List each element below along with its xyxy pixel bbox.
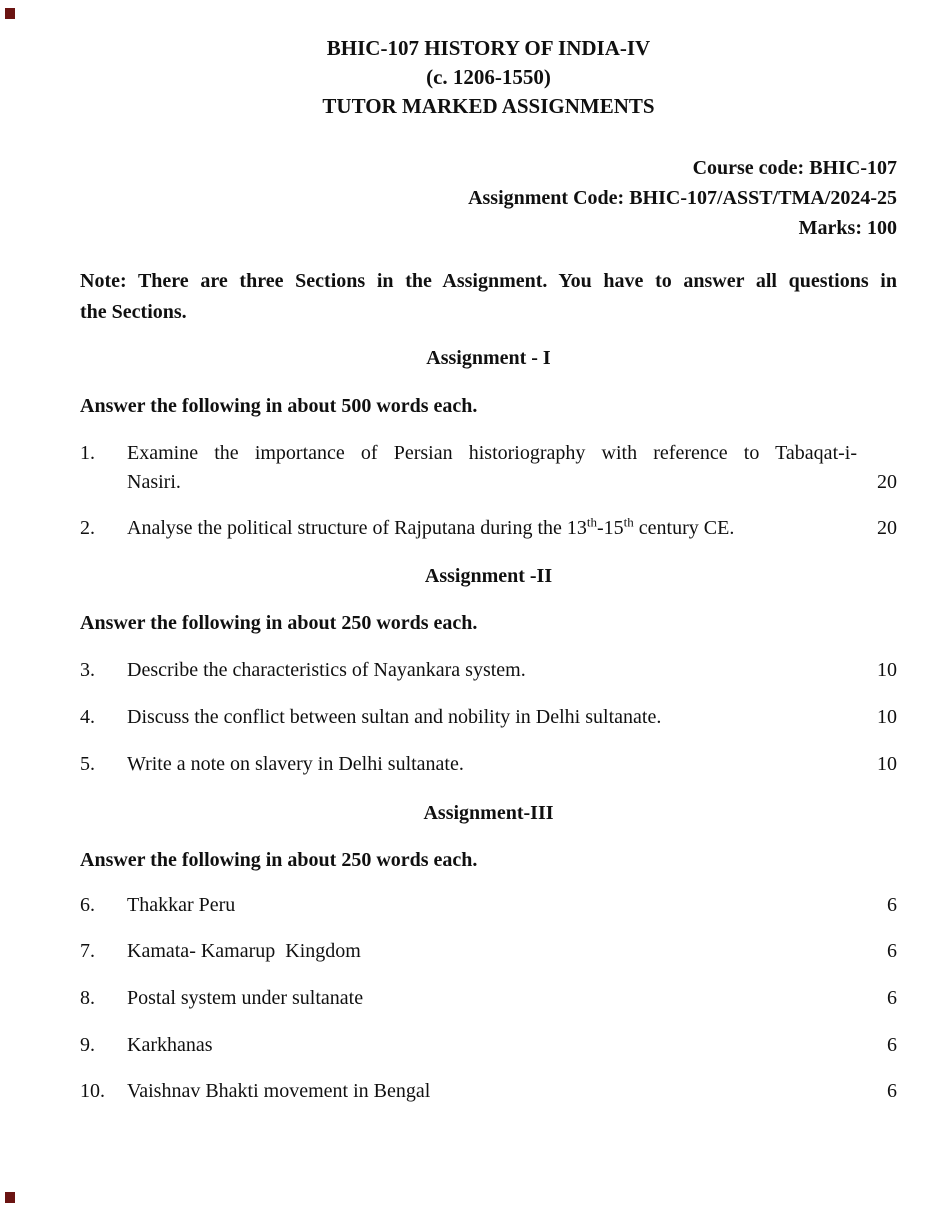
course-title: BHIC-107 HISTORY OF INDIA-IV	[326, 36, 651, 60]
question-marks: 10	[877, 753, 897, 775]
scan-artifact-bottom-left	[5, 1192, 15, 1203]
marks-total-line: Marks: 100	[798, 217, 897, 239]
section-instruction-3: Answer the following in about 250 words each.	[80, 849, 478, 871]
question-text: Thakkar Peru	[127, 894, 236, 916]
question-row-5	[80, 750, 897, 779]
question-marks: 10	[877, 706, 897, 728]
note-line-2: the Sections.	[80, 301, 187, 323]
assignment-code-line: Assignment Code: BHIC-107/ASST/TMA/2024-25	[468, 187, 897, 209]
question-marks: 6	[887, 1034, 897, 1056]
question-number: 10.	[80, 1080, 105, 1102]
question-text: Describe the characteristics of Nayankara system.	[127, 659, 526, 681]
question-text: Discuss the conflict between sultan and nobility in Delhi sultanate.	[127, 706, 662, 728]
section-instruction-2: Answer the following in about 250 words each.	[80, 612, 478, 634]
question-number: 9.	[80, 1034, 95, 1056]
question-row-8	[80, 984, 897, 1013]
question-row-9	[80, 1031, 897, 1060]
section-instruction-1: Answer the following in about 500 words each.	[80, 395, 478, 417]
question-text: Examine the importance of Persian historiography with reference to Tabaqat-i- Nasiri.	[127, 442, 857, 493]
question-row-6	[80, 891, 897, 920]
question-number: 3.	[80, 659, 95, 681]
meta-block	[80, 153, 897, 243]
question-number: 8.	[80, 987, 95, 1009]
course-period: (c. 1206-1550)	[426, 65, 551, 89]
question-text: Analyse the political structure of Rajputana during the 13th-15th century CE.	[127, 514, 735, 539]
question-text: Postal system under sultanate	[127, 987, 364, 1009]
course-code-line: Course code: BHIC-107	[692, 157, 897, 179]
section-heading-assignment-1: Assignment - I	[426, 347, 551, 369]
note-line-1: Note: There are three Sections in the Assignment. You have to answer all questions in	[80, 270, 897, 292]
question-marks: 20	[877, 471, 897, 493]
question-row-10	[80, 1077, 897, 1106]
section-heading-assignment-2: Assignment -II	[424, 565, 553, 587]
question-text: Vaishnav Bhakti movement in Bengal	[127, 1080, 431, 1102]
question-text: Write a note on slavery in Delhi sultanate.	[127, 753, 464, 775]
question-marks: 6	[887, 894, 897, 916]
question-marks: 6	[887, 987, 897, 1009]
question-marks: 20	[877, 517, 897, 539]
question-marks: 10	[877, 659, 897, 681]
question-row-1	[80, 439, 897, 497]
question-number: 5.	[80, 753, 95, 775]
question-number: 2.	[80, 517, 95, 539]
question-number: 1.	[80, 442, 95, 464]
question-number: 6.	[80, 894, 95, 916]
question-text: Kamata- Kamarup Kingdom	[127, 940, 361, 962]
question-row-2	[80, 514, 897, 543]
question-marks: 6	[887, 1080, 897, 1102]
question-row-3	[80, 656, 897, 685]
question-marks: 6	[887, 940, 897, 962]
section-heading-assignment-3: Assignment-III	[423, 802, 554, 824]
question-text: Karkhanas	[127, 1034, 213, 1056]
question-row-4	[80, 703, 897, 732]
note-paragraph	[80, 266, 897, 328]
question-number: 4.	[80, 706, 95, 728]
title-block	[80, 0, 897, 121]
question-number: 7.	[80, 940, 95, 962]
question-row-7	[80, 937, 897, 966]
assignment-type-title: TUTOR MARKED ASSIGNMENTS	[322, 94, 655, 118]
scan-artifact-top-left	[5, 8, 15, 19]
